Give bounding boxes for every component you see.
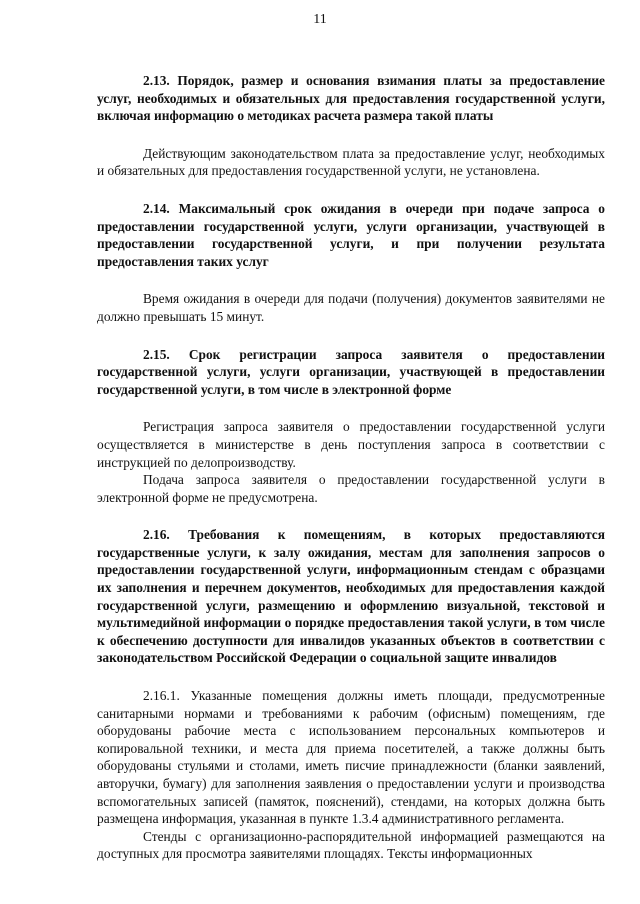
section-paragraph: Регистрация запроса заявителя о предоставлении государственной услуги осуществляется в министерстве в день поступления запроса в соответствии с инструкцией по делопроизводству. (97, 419, 605, 470)
section-heading-2-15: 2.15. Срок регистрации запроса заявителя о предоставлении государственной услуги, услуги организации, участвующей в предоставлении государственной услуги, в том числе в электронной форме (97, 346, 605, 397)
section-paragraph: 2.16.1. Указанные помещения должны иметь площади, предусмотренные санитарными нормами и требованиями к рабочим (офисным) помещениям, где оборудованы рабочие места с использованием персональных компьютеров и копировальной техники, и места для приема посетителей, а также должны быть оборудованы стульями и столами, иметь писчие принадлежности (бланки заявлений, авторучки, бумагу) для заполнения заявления о предоставлении услуги и производства вспомогательных записей (памяток, пояснений), стендами, на которых должна быть размещена информация, указанная в пункте 1.3.4 административного регламента. (97, 688, 605, 827)
section-heading-2-13: 2.13. Порядок, размер и основания взимания платы за предоставление услуг, необходимых и обязательных для предоставления государственной услуги, включая информацию о методиках расчета размера такой платы (97, 73, 605, 124)
section-paragraph: Время ожидания в очереди для подачи (получения) документов заявителями не должно превышать 15 минут. (97, 291, 605, 324)
section-paragraph: Подача запроса заявителя о предоставлении государственной услуги в электронной форме не предусмотрена. (97, 472, 605, 505)
section-paragraph: Стенды с организационно-распорядительной информацией размещаются на доступных для просмотра заявителями площадях. Тексты информационных (97, 828, 605, 862)
document-body (97, 72, 605, 863)
page-number: 11 (313, 12, 327, 27)
section-paragraph: Действующим законодательством плата за предоставление услуг, необходимых и обязательных для предоставления государственной услуги, не установлена. (97, 145, 605, 179)
section-heading-2-16: 2.16. Требования к помещениям, в которых предоставляются государственные услуги, к залу ожидания, местам для заполнения запросов о предоставлении государственной услуги, информационным стендам с образцами их заполнения и перечнем документов, необходимых для предоставления каждой государственной услуги, размещению и оформлению визуальной, текстовой и мультимедийной информации о порядке предоставления такой услуги, в том числе к обеспечению доступности для инвалидов указанных объектов в соответствии с законодательством Российской Федерации о социальной защите инвалидов (97, 527, 605, 666)
section-heading-2-14: 2.14. Максимальный срок ожидания в очереди при подаче запроса о предоставлении государственной услуги, услуги организации, участвующей в предоставлении государственной услуги, и при получении результата предоставления таких услуг (97, 200, 605, 269)
